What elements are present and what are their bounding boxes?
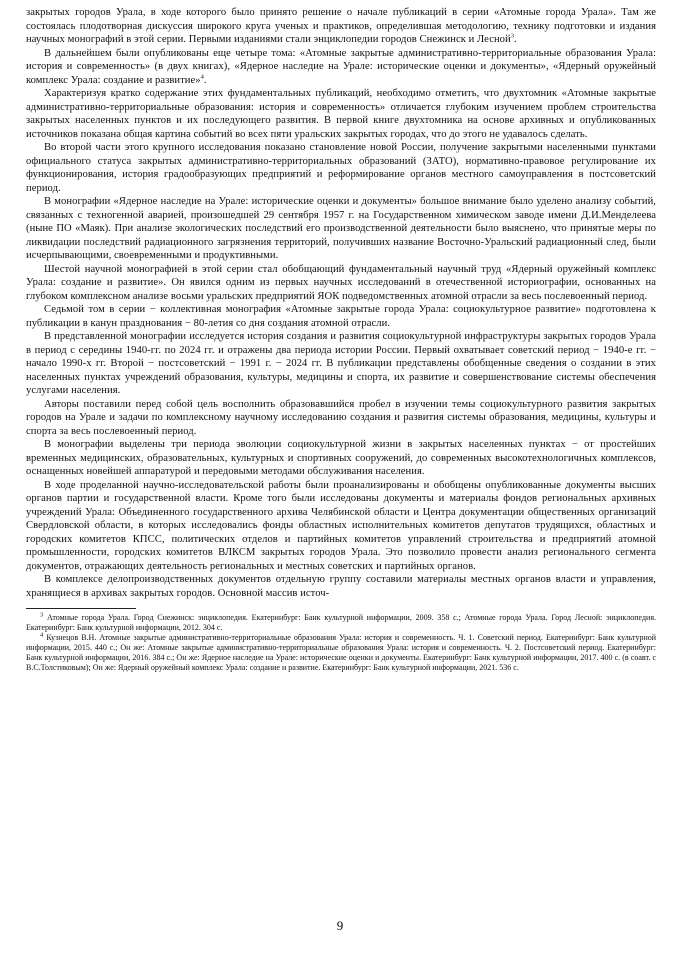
- paragraph: закрытых городов Урала, в ходе которого было принято решение о начале публикаций в серии «Атомные города Урала». Там же состоялась плодотворная дискуссия широкого круга ученых и практиков, определившая методологию, технику подготовки и издания научных монографий в этой серии. Первыми изданиями стали энциклопедии городов Снежинск и Лесной$^3$.: [26, 7, 656, 45]
- footnote: $^4$ Кузнецов В.Н. Атомные закрытые административно-территориальные образования Урала: история и современность. Ч. 1. Советский период. Екатеринбург: Банк культурной информации, 2015. 440 с.; Он же: Атомные закрытые административно-территориальные образования Урала: история и современность. Ч. 2. Постсоветский период. Екатеринбург: Банк культурной информации, 2016. 384 с.; Он же: Ядерное наследие на Урале: исторические оценки и документы. Екатеринбург: Банк культурной информации, 2017. 400 с. (в соавт. с В.С.Толстиковым); Он же: Ядерный оружейный комплекс Урала: создание и развитие. Екатеринбург: Банк культурной информации, 2021. 536 с.: [26, 631, 657, 672]
- paragraph: В комплексе делопроизводственных документов отдельную группу составили материалы местных органов власти и управления, хранящиеся в архивах закрытых городов. Основной массив источ-: [26, 574, 656, 599]
- paragraph: Характеризуя кратко содержание этих фундаментальных публикаций, необходимо отметить, что двухтомник «Атомные закрытые административно-территориальные образования: история и современность» отличается глубоким изучением проблем строительства закрытых населенных пунктов и их последующего развития. В первой книге двухтомника на основе архивных и опубликованных источников показана общая картина событий во всех пяти уральских закрытых городах, что до этого не удавалось сделать.: [26, 88, 656, 140]
- paragraph: Авторы поставили перед собой цель восполнить образовавшийся пробел в изучении темы социокультурного развития закрытых городов на Урале и задачи по комплексному научному исследованию создания и развития системы образования, медицины, культуры и спорта за весь послевоенный период.: [26, 398, 656, 437]
- page-number: 9: [336, 918, 344, 933]
- paragraph: Шестой научной монографией в этой серии стал обобщающий фундаментальный научный труд «Ядерный оружейный комплекс Урала: создание и развитие». Он явился одним из первых научных исследований в отечественной историографии, основанных на глубоком комплексном анализе восьми уральских предприятий ЯОК подведомственных атомной отрасли за весь послевоенный период.: [26, 263, 656, 302]
- paragraph: В монографии «Ядерное наследие на Урале: исторические оценки и документы» большое внимание было уделено анализу событий, связанных с техногенной аварией, произошедшей 29 сентября 1957 г. на Государственном химическом заводе имени Д.И.Менделеева (ныне ПО «Маяк). При анализе экологических последствий его производственной деятельности было выяснено, что принятые меры по ликвидации последствий радиационного загрязнения территорий, получивших название Восточно-Уральский радиационный след, были исчерпывающими, своевременными и продуктивными.: [26, 196, 656, 261]
- footnote: $^3$ Атомные города Урала. Город Снежинск: энциклопедия. Екатеринбург: Банк культурной информации, 2009. 358 с.; Атомные города Урала. Город Лесной: энциклопедия. Екатеринбург: Банк культурной информации, 2012. 304 с.: [26, 611, 656, 632]
- footnote-divider: [26, 608, 136, 609]
- paragraph: Во второй части этого крупного исследования показано становление новой России, получение закрытыми населенными пунктами официального статуса закрытых административно-территориальных образований (ЗАТО), нормативно-правовое регулирование их функционирования, история градообразующих предприятий и реформирование органов местного самоуправления в постсоветский период.: [26, 142, 656, 194]
- paragraph: Седьмой том в серии − коллективная монография «Атомные закрытые города Урала: социокультурное развитие» подготовлена к публикации в канун празднования − 80-летия со дня создания атомной отрасли.: [26, 304, 656, 329]
- paragraph: В ходе проделанной научно-исследовательской работы были проанализированы и обобщены опубликованные документы высших органов партии и государственной власти. Кроме того были исследованы документы и материалы фондов региональных архивных учреждений Урала: Объединенного государственного архива Челябинской области и Центра документации общественных организаций Свердловской области, в которых исследовались фонды областных исполнительных комитетов депутатов трудящихся, областных и городских комитетов КПСС, политических отделов и партийных комитетов управлений строительства и предприятий атомной промышленности, городских комитетов ВЛКСМ закрытых городов Урала. Это позволило провести анализ регионального сегмента документов, отражающих деятельность региональных и местных советских и партийных органов.: [26, 479, 656, 572]
- paragraph: В монографии выделены три периода эволюции социокультурной жизни в закрытых населенных пунктах − от простейших временных медицинских, образовательных, культурных и спортивных сооружений, до современных высокотехнологичных комплексов, оснащенных новейшей аппаратурой и передовыми методами обслуживания населения.: [26, 439, 656, 477]
- footnote-ref: 3: [510, 32, 515, 40]
- document-page: [26, 6, 656, 673]
- paragraph: В дальнейшем были опубликованы еще четыре тома: «Атомные закрытые административно-территориальные образования Урала: история и современность» (в двух книгах), «Ядерное наследие на Урале: исторические оценки и документы», «Ядерный оружейный комплекс Урала: создание и развитие»$^4$.: [26, 47, 656, 86]
- footnote-mark: 4: [40, 631, 44, 639]
- footnote-ref: 4: [200, 72, 204, 80]
- footnote-mark: 3: [40, 611, 44, 619]
- paragraph: В представленной монографии исследуется история создания и развития социокультурной инфраструктуры закрытых городов Урала в период с середины 1940-гг. по 2024 гг. и отражены два периода истории России. Первый охватывает советский период − 1940-е гг. − начало 1990-х гг. Второй − постсоветский − 1991 г. − 2024 гг. В публикации представлены обобщенные сведения о создании в этих населенных пунктах учреждений образования, культуры, медицины и спорта, их развитие и совершенствование системы обеспечения услугами населения.: [26, 331, 656, 396]
